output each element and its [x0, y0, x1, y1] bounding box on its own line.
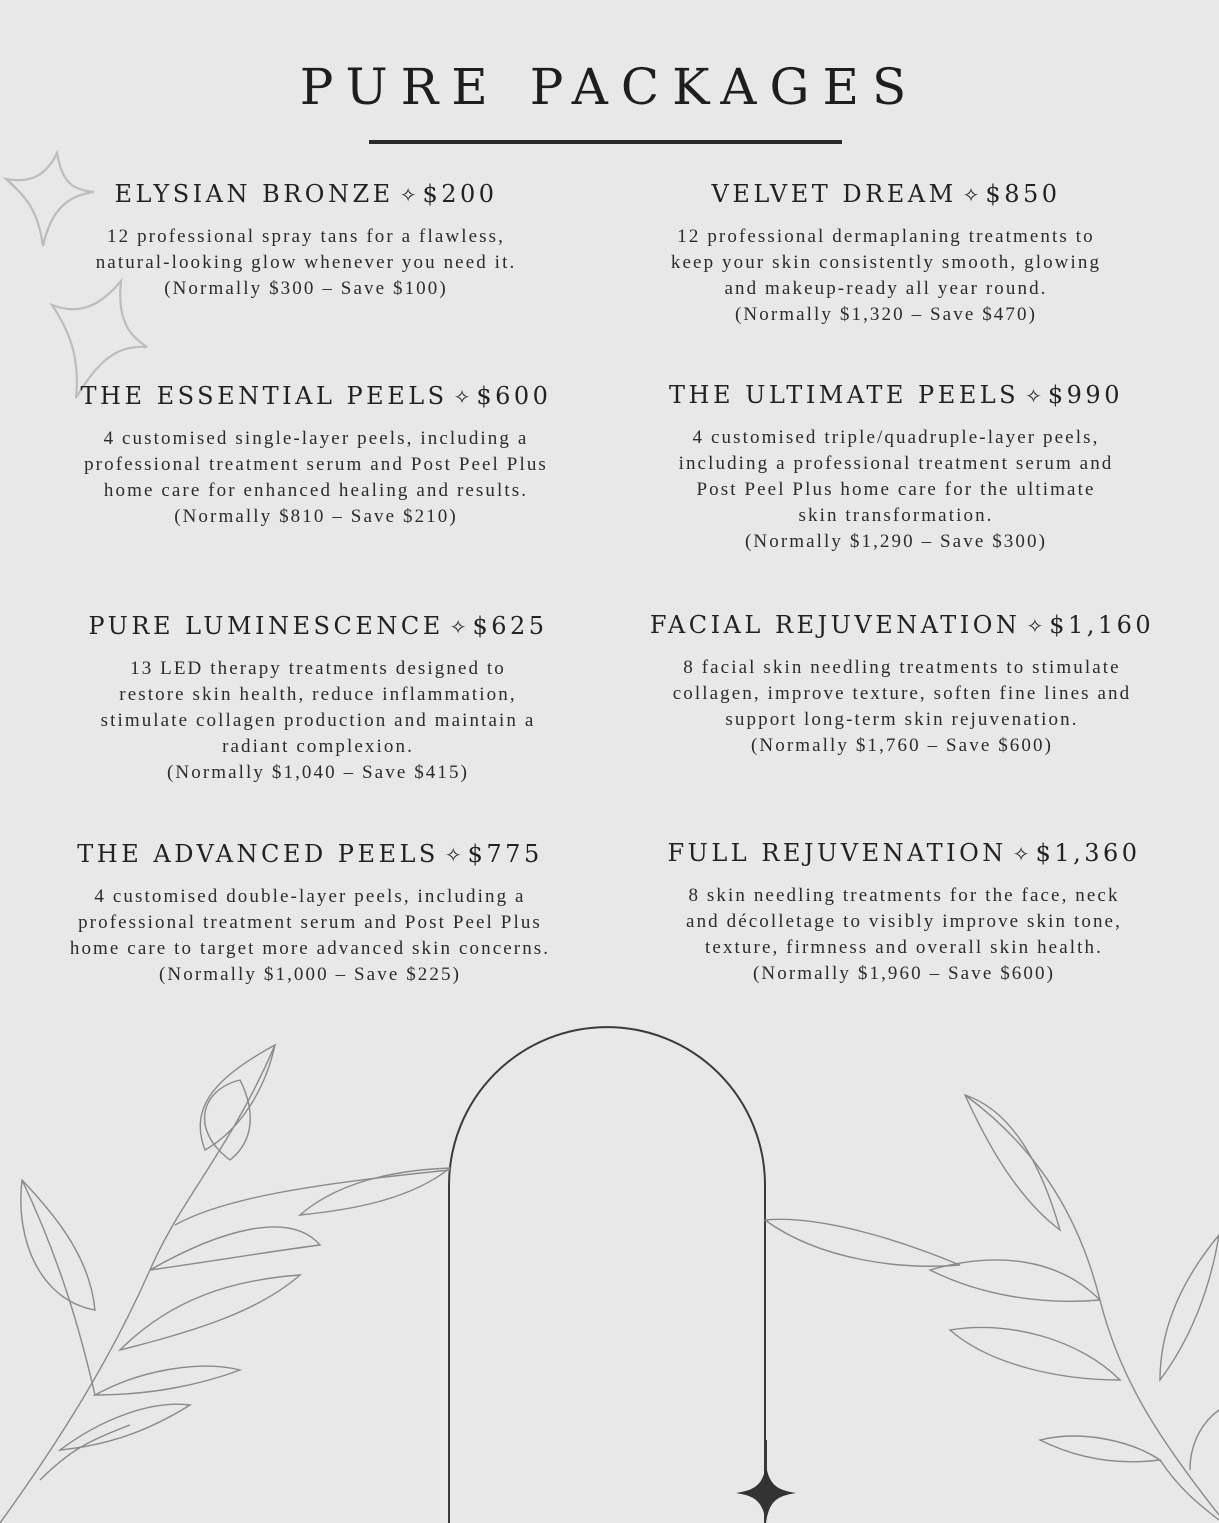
package-description: 4 customised single-layer peels, including a professional treatment serum and Post Peel Plus home care for enhanced healing and results. — [84, 428, 548, 501]
sparkle-separator-icon: ✧ — [453, 385, 471, 409]
package-description: 8 skin needling treatments for the face, neck and décolletage to visibly improve skin tone, texture, firmness and overall skin health. — [686, 885, 1122, 958]
title-underline — [369, 140, 842, 144]
sparkle-separator-icon: ✧ — [962, 183, 980, 207]
package-description: 12 professional spray tans for a flawless, natural-looking glow whenever you need it. — [95, 226, 517, 273]
package-savings: (Normally $1,320 – Save $470) — [734, 304, 1038, 325]
package-description: 4 customised triple/quadruple-layer peels, including a professional treatment serum and Post Peel Plus home care for the ultimate skin transformation. — [678, 427, 1114, 526]
package-savings: (Normally $1,760 – Save $600) — [750, 735, 1054, 756]
package-pure-luminescence — [38, 611, 598, 786]
package-savings: (Normally $1,040 – Save $415) — [166, 762, 470, 783]
package-name: VELVET DREAM — [711, 180, 957, 208]
leafy-branch-left — [0, 1045, 450, 1523]
package-price: $850 — [985, 180, 1061, 208]
package-velvet-dream — [606, 179, 1166, 328]
sparkle-separator-icon: ✧ — [399, 183, 417, 207]
leafy-branch-right — [765, 1095, 1219, 1520]
package-heading — [26, 179, 586, 210]
package-savings: (Normally $1,000 – Save $225) — [158, 964, 462, 985]
sparkle-separator-icon: ✧ — [1012, 842, 1030, 866]
package-savings: (Normally $1,960 – Save $600) — [752, 963, 1056, 984]
package-price: $200 — [422, 180, 498, 208]
package-description: 4 customised double-layer peels, including a professional treatment serum and Post Peel Plus home care to target more advanced skin concerns. — [69, 886, 551, 959]
package-facial-rejuvenation — [622, 610, 1182, 759]
package-name: FULL REJUVENATION — [667, 839, 1007, 867]
package-price: $1,360 — [1035, 839, 1141, 867]
package-price: $990 — [1047, 381, 1123, 409]
package-price: $625 — [472, 612, 548, 640]
package-price: $1,160 — [1049, 611, 1155, 639]
package-full-rejuvenation — [624, 838, 1184, 987]
package-heading — [30, 839, 590, 870]
package-elysian-bronze — [26, 179, 586, 302]
arch-outline — [449, 1027, 766, 1523]
package-heading — [36, 381, 596, 412]
sparkle-separator-icon: ✧ — [449, 615, 467, 639]
package-description: 13 LED therapy treatments designed to restore skin health, reduce inflammation, stimulate collagen production and maintain a radiant complexion. — [100, 658, 536, 757]
package-name: THE ADVANCED PEELS — [77, 840, 439, 868]
package-heading — [616, 380, 1176, 411]
package-essential-peels — [36, 381, 596, 530]
four-point-star-icon — [736, 1465, 796, 1523]
page-title: PURE PACKAGES — [299, 58, 920, 116]
sparkle-separator-icon: ✧ — [444, 843, 462, 867]
package-ultimate-peels — [616, 380, 1176, 555]
package-price: $775 — [467, 840, 543, 868]
package-savings: (Normally $300 – Save $100) — [164, 278, 448, 299]
package-name: ELYSIAN BRONZE — [114, 180, 394, 208]
package-description: 8 facial skin needling treatments to stimulate collagen, improve texture, soften fine lines and support long-term skin rejuvenation. — [672, 657, 1132, 730]
package-heading — [38, 611, 598, 642]
package-heading — [622, 610, 1182, 641]
package-advanced-peels — [30, 839, 590, 988]
package-heading — [624, 838, 1184, 869]
package-savings: (Normally $1,290 – Save $300) — [744, 531, 1048, 552]
package-name: THE ULTIMATE PEELS — [669, 381, 1020, 409]
package-savings: (Normally $810 – Save $210) — [174, 506, 458, 527]
package-price: $600 — [476, 382, 552, 410]
sparkle-separator-icon: ✧ — [1025, 384, 1042, 408]
sparkle-separator-icon: ✧ — [1026, 614, 1044, 638]
package-name: THE ESSENTIAL PEELS — [80, 382, 448, 410]
package-heading — [606, 179, 1166, 210]
package-name: PURE LUMINESCENCE — [88, 612, 444, 640]
package-description: 12 professional dermaplaning treatments to keep your skin consistently smooth, glowing and makeup-ready all year round. — [670, 226, 1102, 299]
package-name: FACIAL REJUVENATION — [649, 611, 1021, 639]
